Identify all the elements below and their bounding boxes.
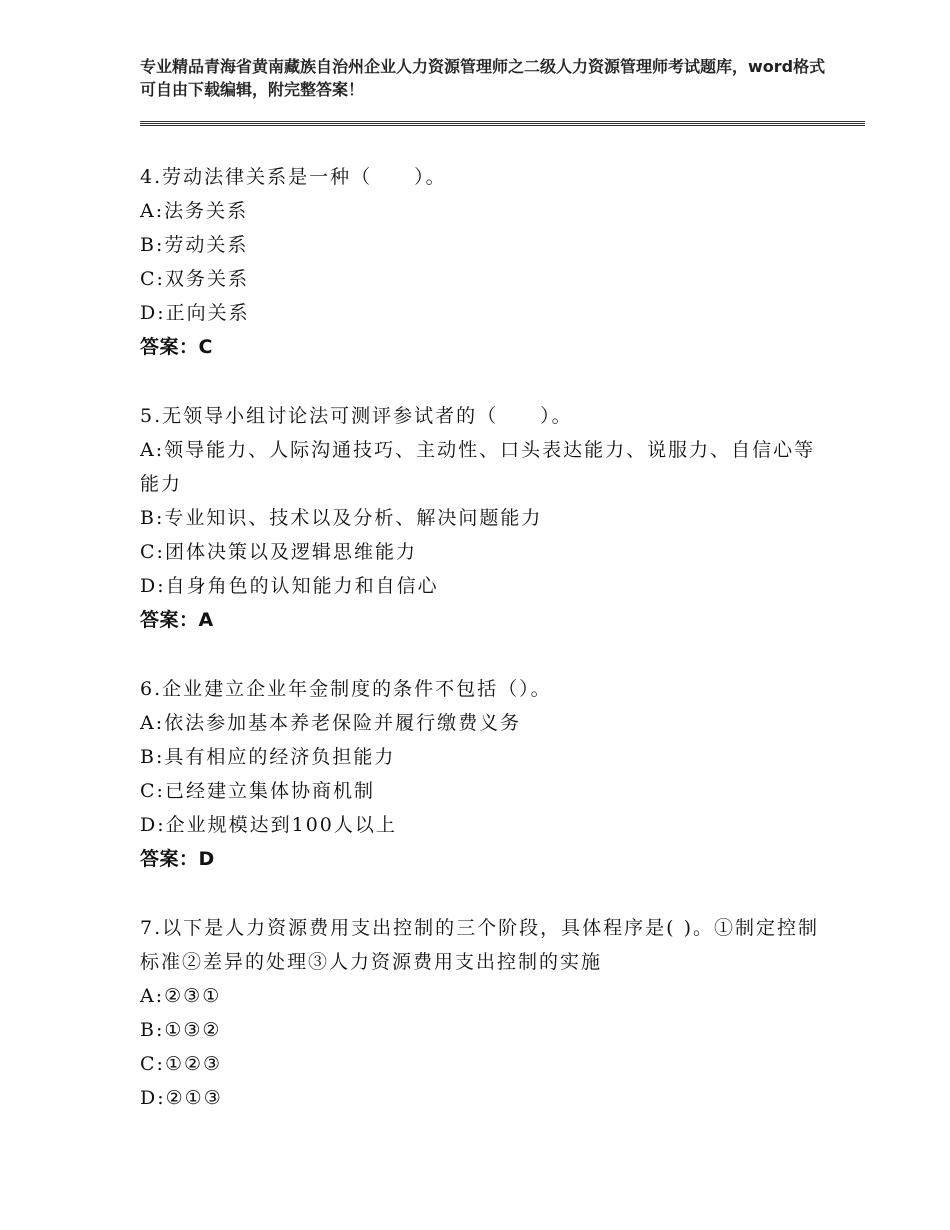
option-c: C:已经建立集体协商机制 [140,780,375,802]
header-divider [140,125,865,126]
header-divider [140,123,865,124]
question-stem: 6.企业建立企业年金制度的条件不包括（）。 [140,678,552,700]
option-d: D:正向关系 [140,302,250,324]
document-header: 专业精品青海省黄南藏族自治州企业人力资源管理师之二级人力资源管理师考试题库，word格式可自由下载编辑，附完整答案！ [140,57,826,99]
question-stem: 4.劳动法律关系是一种（ ）。 [140,166,447,188]
option-a: A:领导能力、人际沟通技巧、主动性、口头表达能力、说服力、自信心等能力 [140,439,816,495]
question-6 [140,672,820,876]
option-b: B:①③② [140,1019,222,1041]
option-d: D:自身角色的认知能力和自信心 [140,575,439,597]
option-c: C:团体决策以及逻辑思维能力 [140,541,417,563]
answer-label: 答案：D [140,848,215,870]
answer-label: 答案：A [140,609,214,631]
header-divider [140,121,865,122]
option-c: C:双务关系 [140,268,249,290]
option-b: B:专业知识、技术以及分析、解决问题能力 [140,507,543,529]
option-b: B:具有相应的经济负担能力 [140,746,396,768]
option-a: A:依法参加基本养老保险并履行缴费义务 [140,712,522,734]
option-a: A:法务关系 [140,200,249,222]
option-b: B:劳动关系 [140,234,249,256]
option-d: D:②①③ [140,1087,223,1109]
question-stem: 5.无领导小组讨论法可测评参试者的（ ）。 [140,405,573,427]
answer-label: 答案：C [140,336,213,358]
question-7 [140,911,820,1115]
option-d: D:企业规模达到100人以上 [140,814,397,836]
question-4 [140,160,820,364]
question-stem: 7.以下是人力资源费用支出控制的三个阶段，具体程序是( )。①制定控制标准②差异的处理③人力资源费用支出控制的实施 [140,917,819,973]
option-a: A:②③① [140,985,222,1007]
question-5 [140,399,820,637]
option-c: C:①②③ [140,1053,223,1075]
